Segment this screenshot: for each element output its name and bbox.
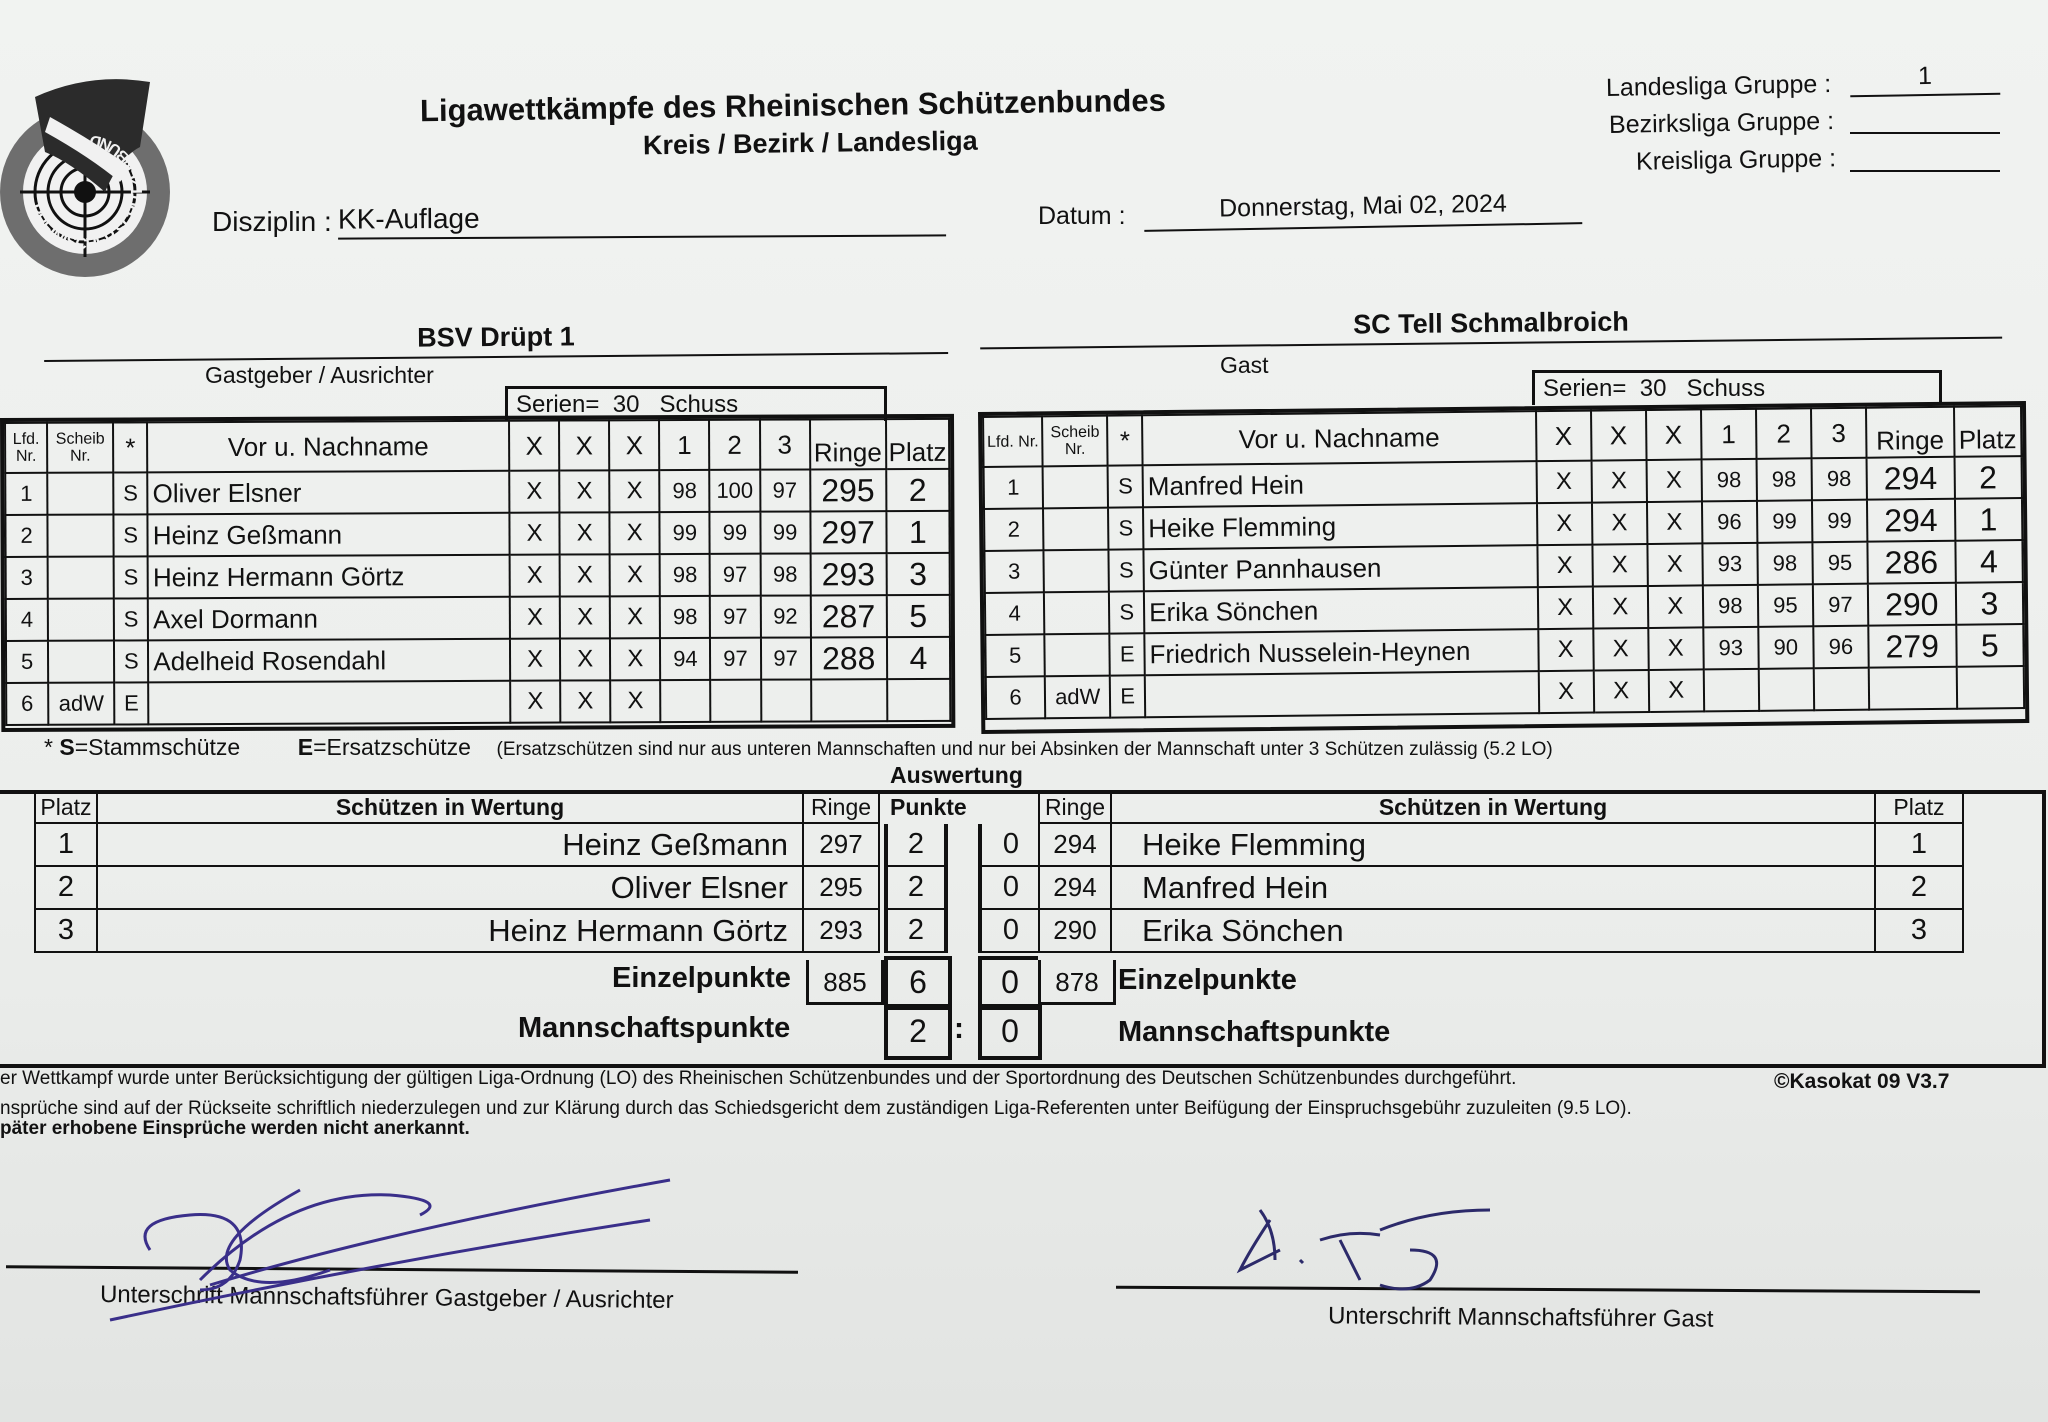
shooter-name: Heinz Geßmann: [148, 513, 510, 557]
x-cell: X: [509, 471, 559, 513]
serie-2-header: 2: [1756, 408, 1812, 459]
eval-guest-platz: 1: [1875, 823, 1963, 866]
shooter-type: S: [114, 556, 148, 598]
x-header: X: [1646, 409, 1702, 460]
platz-value: 3: [1955, 582, 2023, 625]
eval-home-ringe: 295: [803, 866, 879, 909]
x-cell: X: [610, 596, 660, 638]
logo-ring-text: RHEINISCHER SCHÜTZENBUND: [25, 131, 147, 254]
lfd-nr: 6: [6, 683, 48, 725]
eval-platz-header: Platz: [1875, 791, 1963, 823]
eval-guest-name: Manfred Hein: [1111, 866, 1875, 909]
serie-3-score: 97: [1813, 584, 1868, 627]
ringe-total: 293: [810, 553, 886, 595]
ringe-total: [1869, 667, 1957, 710]
shooter-name: Axel Dormann: [148, 597, 510, 641]
serie-1-score: 98: [660, 470, 710, 512]
legend-note: (Ersatzschützen sind nur aus unteren Mannschaften und nur bei Absinken der Mannschaft unter 3 Schützen zulässig (5.2 LO): [496, 739, 1553, 760]
table-row: [886, 824, 946, 866]
x-cell: X: [510, 639, 560, 681]
x-cell: X: [610, 638, 660, 680]
shooter-type: S: [114, 598, 148, 640]
guest-einzel-punkte: 0: [978, 956, 1038, 1010]
page-title: Ligawettkämpfe des Rheinischen Schützenbundes: [419, 82, 1167, 129]
home-score-table: [0, 414, 955, 732]
guest-evaluation-table: [1038, 790, 1964, 953]
x-cell: X: [509, 513, 559, 555]
lfd-nr: 4: [6, 599, 48, 641]
ringe-header: Ringe: [1866, 407, 1954, 458]
shooter-type: S: [1109, 591, 1144, 633]
legend: [44, 734, 1553, 761]
lfd-nr: 2: [5, 515, 47, 557]
lfd-nr: 3: [6, 557, 48, 599]
eval-home-ringe: 297: [803, 823, 879, 866]
eval-home-punkte: 2: [886, 824, 946, 866]
legend-e-key: E: [297, 734, 314, 760]
serie-3-score: 98: [1811, 458, 1866, 501]
scheib-nr: [1044, 550, 1110, 593]
legend-s-text: =Stammschütze: [74, 734, 241, 760]
scheib-nr: [48, 599, 114, 641]
platz-value: 1: [1955, 498, 2023, 541]
serie-1-score: 93: [1702, 543, 1757, 586]
scheib-nr: [48, 641, 114, 683]
serie-2-score: 97: [710, 554, 760, 596]
guest-mannschaftspunkte: 0: [978, 1004, 1042, 1060]
eval-guest-punkte: 0: [980, 824, 1040, 866]
legend-star: *: [44, 734, 53, 760]
x-cell: X: [1592, 544, 1647, 587]
eval-schuetzen-header: Schützen in Wertung: [1111, 791, 1875, 823]
x-cell: X: [1537, 545, 1592, 588]
home-einzelpunkte-label: Einzelpunkte: [612, 962, 791, 994]
serie-2-score: [1759, 668, 1814, 711]
x-header: X: [1536, 411, 1592, 462]
serien-label: Serien=: [516, 391, 600, 418]
lfd-header: Lfd. Nr.: [5, 423, 47, 473]
eval-guest-ringe: 294: [1039, 866, 1111, 909]
guest-einzelpunkte-label: Einzelpunkte: [1118, 964, 1297, 996]
platz-header: Platz: [1954, 406, 2022, 457]
x-header: X: [1591, 410, 1647, 461]
platz-value: 5: [1956, 624, 2024, 667]
star-header: *: [113, 422, 147, 472]
eval-guest-ringe: 294: [1039, 823, 1111, 866]
serie-1-score: [660, 680, 710, 722]
home-einzel-punkte: 6: [884, 956, 952, 1010]
serie-1-header: 1: [1701, 409, 1757, 460]
table-row: [35, 866, 879, 909]
eval-guest-platz: 3: [1875, 909, 1963, 952]
serie-1-score: 98: [1703, 585, 1758, 628]
eval-ringe-header: Ringe: [1039, 791, 1111, 823]
serie-3-score: [1814, 668, 1869, 711]
eval-home-name: Oliver Elsner: [97, 866, 803, 909]
shooter-type: E: [114, 682, 148, 724]
serie-3-score: 97: [760, 469, 810, 511]
serie-2-score: 97: [710, 596, 760, 638]
serie-2-score: 90: [1758, 626, 1813, 669]
table-row: [1039, 909, 1963, 952]
copyright: ©Kasokat 09 V3.7: [1774, 1070, 1950, 1093]
eval-home-platz: 1: [35, 823, 97, 866]
x-cell: X: [1591, 460, 1646, 503]
guest-mannschaftspunkte-label: Mannschaftspunkte: [1118, 1016, 1391, 1048]
bezirksliga-value: [1850, 100, 2000, 134]
home-signature-label: Unterschrift Mannschaftsführer Gastgeber / Ausrichter: [99, 1280, 674, 1315]
shooter-name: [1145, 671, 1539, 717]
eval-home-platz: 3: [35, 909, 97, 952]
x-cell: X: [1537, 503, 1592, 546]
x-cell: X: [1538, 629, 1593, 672]
shooter-name: Heinz Hermann Görtz: [148, 555, 510, 599]
serie-3-score: 98: [760, 553, 810, 595]
lfd-nr: 3: [984, 550, 1044, 593]
x-cell: X: [1593, 670, 1648, 713]
eval-guest-platz: 2: [1875, 866, 1963, 909]
lfd-nr: 1: [5, 473, 47, 515]
x-header: X: [509, 421, 559, 471]
platz-value: 3: [886, 553, 949, 595]
rsb-logo: [0, 72, 180, 282]
x-cell: X: [1647, 501, 1702, 544]
schuss-label: Schuss: [1686, 375, 1766, 402]
lfd-nr: 1: [984, 466, 1044, 509]
x-cell: X: [609, 470, 659, 512]
x-cell: X: [610, 554, 660, 596]
landesliga-value: 1: [1850, 61, 2001, 98]
platz-value: 5: [887, 595, 950, 637]
eval-guest-punkte: 0: [980, 866, 1040, 909]
x-cell: X: [510, 555, 560, 597]
x-header: X: [559, 420, 609, 470]
scheib-header: Scheib Nr.: [1042, 416, 1108, 467]
kreisliga-value: [1850, 138, 2000, 172]
ringe-total: 288: [811, 637, 887, 679]
ringe-header: Ringe: [810, 419, 886, 469]
table-row: [5, 469, 949, 515]
datum-label: Datum :: [1038, 202, 1126, 230]
serie-1-score: 98: [660, 596, 710, 638]
serie-2-score: 97: [710, 638, 760, 680]
home-points-table: [884, 824, 948, 953]
serie-2-score: 98: [1757, 542, 1812, 585]
serie-1-score: 94: [660, 638, 710, 680]
table-row: [980, 824, 1040, 866]
shooter-name: Günter Pannhausen: [1143, 545, 1537, 591]
ringe-total: 286: [1867, 541, 1955, 584]
scheib-nr: adW: [48, 683, 114, 725]
serie-3-header: 3: [1811, 408, 1867, 459]
x-cell: X: [560, 638, 610, 680]
x-cell: X: [610, 512, 660, 554]
platz-header: Platz: [886, 419, 949, 469]
ringe-total: 287: [810, 595, 886, 637]
shooter-name: Heike Flemming: [1143, 503, 1537, 549]
shooter-type: S: [113, 472, 147, 514]
table-row: [6, 595, 950, 641]
home-mannschaftspunkte: 2: [884, 1004, 952, 1060]
lfd-nr: 6: [986, 676, 1046, 719]
serie-1-score: 98: [1701, 459, 1756, 502]
serie-1-score: [1703, 669, 1758, 712]
x-cell: X: [560, 512, 610, 554]
shooter-type: S: [1108, 465, 1143, 507]
footer-line-3: päter erhobene Einsprüche werden nicht anerkannt.: [0, 1118, 470, 1139]
x-cell: X: [1537, 587, 1592, 630]
scheib-nr: [48, 515, 114, 557]
footer-line-2: nsprüche sind auf der Rückseite schriftlich niederzulegen und zur Klärung durch das Schiedsgericht dem zuständigen Liga-Referenten unter Beifügung der Einspruchsgebühr zuzuleiten (9.5 LO).: [0, 1098, 1632, 1119]
scheib-nr: [48, 557, 114, 599]
scheib-nr: [1043, 508, 1109, 551]
shooter-type: E: [1110, 675, 1145, 717]
table-row: [886, 866, 946, 909]
shooter-name: Oliver Elsner: [148, 471, 510, 515]
eval-home-platz: 2: [35, 866, 97, 909]
shooter-type: S: [114, 640, 148, 682]
home-team-name: BSV Drüpt 1: [44, 318, 948, 362]
x-cell: X: [510, 597, 560, 639]
eval-punkte-header: Punkte: [890, 794, 967, 820]
serie-1-score: 93: [1703, 627, 1758, 670]
ringe-total: [811, 679, 887, 721]
legend-s-key: S: [59, 734, 75, 760]
home-signature: [90, 1170, 690, 1330]
x-cell: X: [560, 554, 610, 596]
eval-guest-name: Erika Sönchen: [1111, 909, 1875, 952]
evaluation-section: [0, 790, 2048, 1062]
lfd-header: Lfd. Nr.: [983, 416, 1043, 467]
guest-signature: [1230, 1200, 1510, 1300]
mannschaft-colon: :: [954, 1012, 964, 1045]
x-cell: X: [1648, 669, 1703, 712]
serie-2-score: 100: [710, 470, 760, 512]
lfd-nr: 5: [6, 641, 48, 683]
legend-e-text: =Ersatzschütze: [313, 734, 471, 760]
serien-label: Serien=: [1543, 375, 1627, 402]
home-header-row: [5, 419, 949, 473]
eval-platz-header: Platz: [35, 791, 97, 823]
disziplin-value: KK-Auflage: [338, 200, 946, 239]
scheib-nr: [47, 473, 113, 515]
eval-home-name: Heinz Geßmann: [97, 823, 803, 866]
eval-home-punkte: 2: [886, 866, 946, 909]
scheib-nr: [1043, 466, 1109, 509]
table-row: [35, 909, 879, 952]
serie-1-score: 96: [1702, 501, 1757, 544]
guest-team-name: SC Tell Schmalbroich: [980, 303, 2002, 350]
table-row: [35, 823, 879, 866]
serie-2-score: 95: [1758, 584, 1813, 627]
x-cell: X: [510, 681, 560, 723]
eval-home-ringe: 293: [803, 909, 879, 952]
schuss-label: Schuss: [659, 391, 739, 418]
scheib-nr: [1044, 634, 1110, 677]
serie-3-score: 92: [760, 595, 810, 637]
ringe-total: 297: [810, 511, 886, 553]
table-row: [886, 909, 946, 952]
x-cell: X: [1536, 461, 1591, 504]
eval-schuetzen-header: Schützen in Wertung: [97, 791, 803, 823]
shooter-name: Erika Sönchen: [1144, 587, 1538, 633]
serie-1-score: 98: [660, 554, 710, 596]
platz-value: 4: [1955, 540, 2023, 583]
eval-guest-punkte: 0: [980, 909, 1040, 952]
serie-1-header: 1: [659, 420, 709, 470]
eval-home-punkte: 2: [886, 909, 946, 952]
serie-2-score: [711, 680, 761, 722]
x-cell: X: [560, 596, 610, 638]
x-cell: X: [1646, 459, 1701, 502]
x-header: X: [609, 420, 659, 470]
guest-points-table: [978, 824, 1040, 953]
table-row: [980, 866, 1040, 909]
table-row: [6, 637, 950, 683]
guest-einzel-ringe: 878: [1038, 960, 1116, 1005]
guest-serien-header: [1532, 370, 1942, 405]
platz-value: 1: [886, 511, 949, 553]
serie-3-score: 99: [760, 511, 810, 553]
lfd-nr: 5: [985, 634, 1045, 677]
home-mannschaftspunkte-label: Mannschaftspunkte: [518, 1012, 791, 1044]
guest-team-role: Gast: [1220, 352, 1269, 378]
guest-signature-label: Unterschrift Mannschaftsführer Gast: [1327, 1302, 1714, 1333]
shooter-name: Adelheid Rosendahl: [148, 639, 510, 683]
bezirksliga-label: Bezirksliga Gruppe :: [1608, 107, 1835, 139]
x-cell: X: [1648, 585, 1703, 628]
eval-home-name: Heinz Hermann Görtz: [97, 909, 803, 952]
serie-3-header: 3: [760, 419, 810, 469]
home-team-role: Gastgeber / Ausrichter: [205, 362, 434, 388]
table-row: [5, 511, 949, 557]
lfd-nr: 2: [984, 508, 1044, 551]
table-row: [980, 909, 1040, 952]
scheib-nr: adW: [1045, 676, 1111, 719]
shooter-name: Friedrich Nusselein-Heynen: [1144, 629, 1538, 675]
x-cell: X: [1648, 627, 1703, 670]
footer-line-1: er Wettkampf wurde unter Berücksichtigung der gültigen Liga-Ordnung (LO) des Rheinischen Schützenbundes und der Sportordnung des Deutschen Schützenbundes durchgeführt.: [0, 1068, 1517, 1089]
eval-guest-name: Heike Flemming: [1111, 823, 1875, 866]
platz-value: [1956, 666, 2024, 709]
serie-2-score: 99: [710, 512, 760, 554]
serie-2-header: 2: [709, 420, 759, 470]
platz-value: 2: [1954, 456, 2022, 499]
star-header: *: [1107, 415, 1142, 465]
lfd-nr: 4: [985, 592, 1045, 635]
guest-score-table: [978, 401, 2029, 734]
landesliga-label: Landesliga Gruppe :: [1605, 70, 1832, 102]
disziplin-label: Disziplin :: [212, 206, 332, 237]
ringe-total: 295: [810, 469, 886, 511]
home-evaluation-table: [34, 790, 880, 953]
home-einzel-ringe: 885: [806, 960, 884, 1005]
serie-3-score: 99: [1812, 500, 1867, 543]
serie-1-score: 99: [660, 512, 710, 554]
page-subtitle: Kreis / Bezirk / Landesliga: [642, 125, 978, 161]
kreisliga-label: Kreisliga Gruppe :: [1635, 144, 1837, 176]
scheib-nr: [1044, 592, 1110, 635]
serien-count: 30: [612, 391, 640, 418]
datum-value: Donnerstag, Mai 02, 2024: [1144, 188, 1583, 232]
x-cell: X: [1593, 628, 1648, 671]
ringe-total: 294: [1866, 457, 1954, 500]
table-row: [6, 553, 950, 599]
shooter-type: S: [114, 514, 148, 556]
serie-3-score: [761, 679, 811, 721]
shooter-name: Manfred Hein: [1143, 461, 1537, 507]
serie-2-score: 98: [1756, 458, 1811, 501]
x-cell: X: [1593, 586, 1648, 629]
ringe-total: 290: [1868, 583, 1956, 626]
x-cell: X: [560, 680, 610, 722]
name-header: Vor u. Nachname: [1142, 411, 1536, 465]
ringe-total: 279: [1868, 625, 1956, 668]
x-cell: X: [610, 680, 660, 722]
serie-3-score: 97: [760, 637, 810, 679]
x-cell: X: [1592, 502, 1647, 545]
platz-value: 2: [886, 469, 949, 511]
scheib-header: Scheib Nr.: [47, 423, 113, 473]
shooter-name: [148, 681, 510, 725]
name-header: Vor u. Nachname: [147, 421, 509, 473]
table-row: [1039, 823, 1963, 866]
eval-ringe-header: Ringe: [803, 791, 879, 823]
auswertung-title: Auswertung: [890, 762, 1023, 788]
serie-3-score: 95: [1812, 542, 1867, 585]
shooter-type: S: [1108, 507, 1143, 549]
x-cell: X: [559, 470, 609, 512]
x-cell: X: [1647, 543, 1702, 586]
serie-2-score: 99: [1757, 500, 1812, 543]
platz-value: [887, 679, 950, 721]
table-row: [6, 679, 950, 725]
x-cell: X: [1538, 671, 1593, 714]
table-row: [1039, 866, 1963, 909]
platz-value: 4: [887, 637, 950, 679]
serien-count: 30: [1639, 375, 1667, 402]
shooter-type: E: [1110, 633, 1145, 675]
serie-3-score: 96: [1813, 626, 1868, 669]
ringe-total: 294: [1867, 499, 1955, 542]
eval-guest-ringe: 290: [1039, 909, 1111, 952]
shooter-type: S: [1109, 549, 1144, 591]
